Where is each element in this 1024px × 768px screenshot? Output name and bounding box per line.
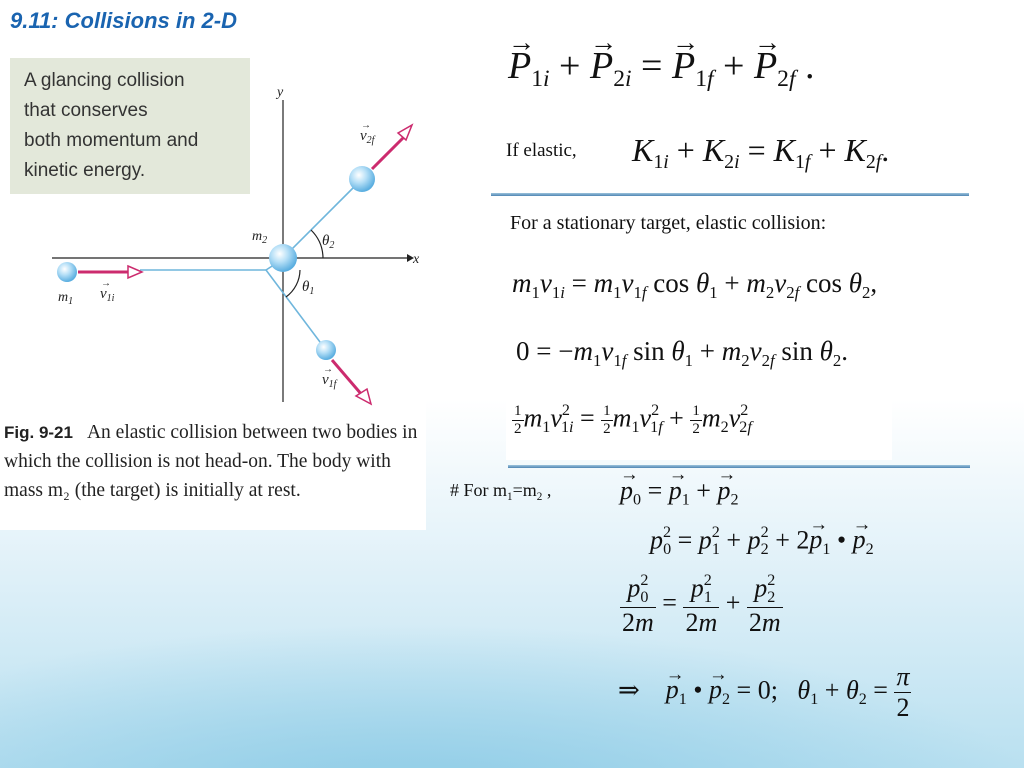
theta2-label: $\theta_2$ bbox=[322, 233, 335, 251]
figure-caption bbox=[4, 418, 424, 505]
caption-line: both momentum and bbox=[24, 130, 199, 151]
v1i-label: $v_{1i}$ bbox=[100, 286, 115, 304]
equal-mass-label: # For $m_1=m_2$ , bbox=[450, 480, 552, 503]
mass1-final-sphere bbox=[316, 340, 336, 360]
vector-momentum-equation: → $p_0$ = → $p_1$ + → $p_2$ bbox=[620, 476, 739, 510]
energy-equation: $\frac{1}{2}$ $m_1v^2_{1i}$ = $\frac{1}{2}$ $m_1v^2_{1f}$ + $\frac{1}{2}$ $m_2v^2_{2f}$ bbox=[506, 396, 892, 460]
theta1-label: $\theta_1$ bbox=[302, 279, 315, 297]
caption-line: kinetic energy. bbox=[24, 160, 146, 181]
theta1-arc bbox=[286, 270, 300, 297]
figure-text: An elastic collision between two bodies in which the collision is not head-on. The body with mass m₂ (the target) is initially at rest. bbox=[4, 422, 418, 501]
v1i-arrowhead bbox=[128, 266, 142, 278]
kinetic-momentum-equation: $\frac{p^2_0}{2m}$ = $\frac{p^2_1}{2m}$ + $\frac{p^2_2}{2m}$ bbox=[622, 572, 781, 637]
path-m1-out bbox=[266, 270, 326, 350]
collision-diagram bbox=[0, 58, 426, 418]
mass2-final-sphere bbox=[349, 166, 375, 192]
mass2-label: $m_2$ bbox=[252, 229, 268, 246]
v2f-arrow bbox=[372, 138, 403, 169]
v2f-label: $v_{2f}$ bbox=[360, 128, 375, 146]
mass1-label: $m_1$ bbox=[58, 290, 74, 307]
squared-momentum-equation: $p^2_0 = p^2_1 + p^2_2 + 2\to p_1$ • → $p_2$ bbox=[650, 524, 874, 559]
svg-text:→: → bbox=[323, 364, 333, 375]
kinetic-equation: $K_{1i} + K_{2i} = K_{1f} + K_{2f}$. bbox=[626, 124, 976, 182]
divider-bottom bbox=[508, 465, 970, 468]
v1f-arrow bbox=[332, 360, 362, 395]
v2f-arrowhead bbox=[398, 125, 412, 140]
result-equation: ⇒ → $p_1$ • → $p_2 = 0$; $\theta_1 + \theta_2$ = $\frac{\pi}{2}$ bbox=[618, 662, 911, 723]
divider-top bbox=[491, 193, 969, 196]
v1f-label: $v_{1f}$ bbox=[322, 372, 337, 390]
caption-line: that conserves bbox=[24, 100, 148, 121]
x-axis-label: x bbox=[413, 252, 420, 267]
figure-panel bbox=[0, 58, 426, 530]
slide-title: 9.11: Collisions in 2-D bbox=[10, 8, 237, 33]
figure-number: Fig. 9-21 bbox=[4, 423, 73, 442]
mass1-sphere bbox=[57, 262, 77, 282]
y-axis-label: y bbox=[277, 85, 284, 100]
svg-text:→: → bbox=[361, 120, 371, 131]
x-momentum-equation: $m_1v_{1i} = m_1v_{1f}$ $\cos \theta_1 + m_2v_{2f}$ $\cos \theta_2$, bbox=[504, 260, 1004, 312]
svg-text:→: → bbox=[101, 278, 111, 289]
stationary-label: For a stationary target, elastic collision: bbox=[510, 212, 827, 234]
mass2-sphere bbox=[269, 244, 297, 272]
momentum-equation: → $P_{1i}$ + → $P_{2i}$ = → $P_{1f}$ + → $P_{2f}$ . bbox=[500, 38, 864, 104]
caption-line: A glancing collision bbox=[24, 70, 185, 91]
y-momentum-equation: $0 = -m_1v_{1f}$ $\sin \theta_1 + m_2v_{2f}$ $\sin \theta_2$. bbox=[504, 326, 1004, 384]
if-elastic-label: If elastic, bbox=[506, 140, 577, 161]
